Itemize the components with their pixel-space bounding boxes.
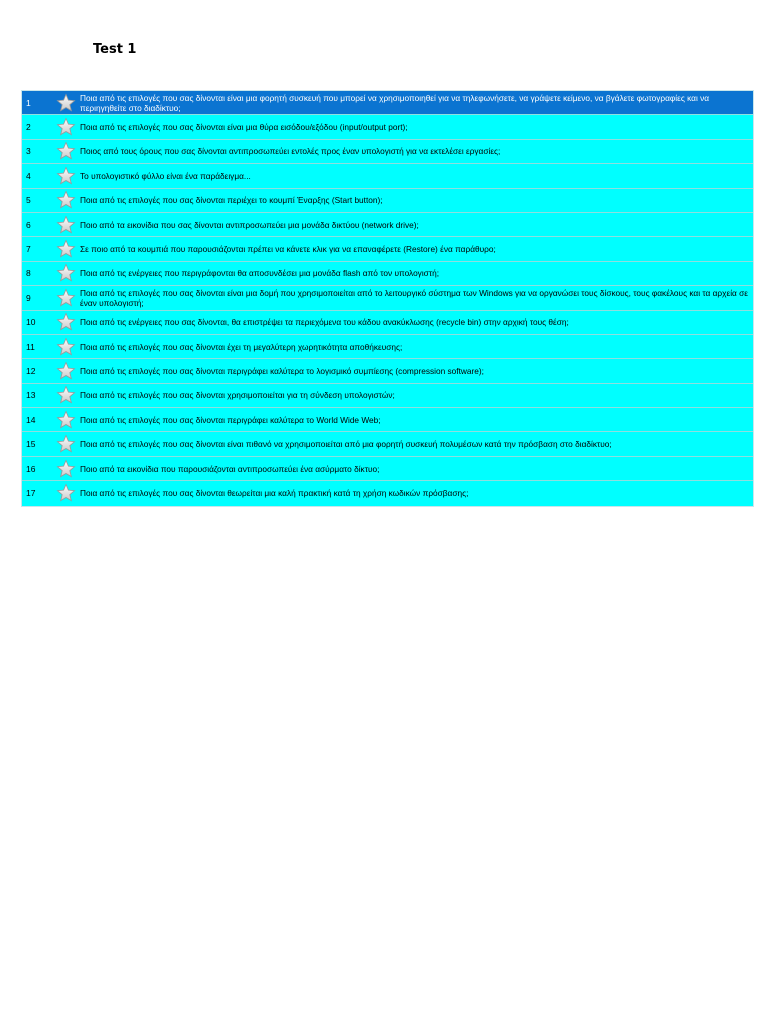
star-icon[interactable]	[55, 262, 77, 284]
question-number: 11	[26, 341, 35, 352]
question-row-2[interactable]	[22, 115, 753, 139]
question-number: 9	[26, 292, 31, 303]
question-number: 7	[26, 244, 31, 255]
star-icon[interactable]	[55, 287, 77, 309]
star-icon[interactable]	[55, 189, 77, 211]
star-icon[interactable]	[55, 238, 77, 260]
question-number: 8	[26, 268, 31, 279]
star-icon[interactable]	[55, 116, 77, 138]
star-icon[interactable]	[55, 482, 77, 504]
question-text: Ποια από τις επιλογές που σας δίνονται έχει τη μεγαλύτερη χωρητικότητα αποθήκευσης;	[80, 341, 403, 352]
question-text: Ποια από τις ενέργειες που περιγράφονται θα αποσυνδέσει μια μονάδα flash από τον υπολογιστή;	[80, 268, 439, 279]
question-number: 5	[26, 195, 31, 206]
question-text: Ποια από τις επιλογές που σας δίνονται περιγράφει καλύτερα το λογισμικό συμπίεσης (compression software);	[80, 365, 484, 376]
question-text: Ποια από τις επιλογές που σας δίνονται είναι πιθανό να χρησιμοποιείται από μια φορητή συσκευή πολυμέσων κατά την πρόσβαση στο διαδίκτυο;	[80, 439, 612, 450]
question-number: 10	[26, 317, 36, 328]
question-row-9[interactable]	[22, 286, 753, 310]
question-text: Το υπολογιστικό φύλλο είναι ένα παράδειγμα...	[80, 170, 251, 181]
question-number: 12	[26, 365, 36, 376]
question-text: Ποια από τις επιλογές που σας δίνονται είναι μια θύρα εισόδου/εξόδου (input/output port);	[80, 122, 408, 133]
question-row-16[interactable]	[22, 457, 753, 481]
question-number: 13	[26, 390, 36, 401]
question-text: Σε ποιο από τα κουμπιά που παρουσιάζονται πρέπει να κάνετε κλικ για να επαναφέρετε (Restore) ένα παράθυρο;	[80, 244, 496, 255]
question-row-8[interactable]	[22, 262, 753, 286]
question-text: Ποιο από τα εικονίδια που σας δίνονται αντιπροσωπεύει μια μονάδα δικτύου (network drive);	[80, 219, 419, 230]
question-row-11[interactable]	[22, 335, 753, 359]
question-text: Ποιος από τους όρους που σας δίνονται αντιπροσωπεύει εντολές προς έναν υπολογιστή για να εκτελέσει εργασίες;	[80, 146, 501, 157]
question-number: 2	[26, 122, 31, 133]
question-number: 6	[26, 219, 31, 230]
question-number: 4	[26, 170, 31, 181]
star-icon[interactable]	[55, 458, 77, 480]
question-row-14[interactable]	[22, 408, 753, 432]
question-row-5[interactable]	[22, 189, 753, 213]
question-text: Ποια από τις επιλογές που σας δίνονται χρησιμοποιείται για τη σύνδεση υπολογιστών;	[80, 390, 395, 401]
star-icon[interactable]	[55, 433, 77, 455]
question-row-10[interactable]	[22, 311, 753, 335]
question-row-17[interactable]	[22, 481, 753, 505]
star-icon[interactable]	[55, 92, 77, 114]
page-title: Test 1	[93, 42, 137, 57]
question-row-12[interactable]	[22, 359, 753, 383]
question-number: 16	[26, 463, 36, 474]
star-icon[interactable]	[55, 311, 77, 333]
question-text: Ποια από τις επιλογές που σας δίνονται περιγράφει καλύτερα το World Wide Web;	[80, 414, 381, 425]
question-text: Ποια από τις ενέργειες που σας δίνονται, θα επιστρέψει τα περιεχόμενα του κάδου ανακύκλωσης (recycle bin) στην αρχική τους θέση;	[80, 317, 569, 328]
question-text: Ποια από τις επιλογές που σας δίνονται είναι μια φορητή συσκευή που μπορεί να χρησιμοποιηθεί για να τηλεφωνήσετε, να γράψετε κείμενο, να βγάλετε φωτογραφίες και να περιηγηθείτε στο διαδίκτυο;	[80, 92, 710, 113]
star-icon[interactable]	[55, 336, 77, 358]
star-icon[interactable]	[55, 409, 77, 431]
question-number: 17	[26, 488, 36, 499]
question-number: 15	[26, 439, 36, 450]
star-icon[interactable]	[55, 140, 77, 162]
question-number: 1	[26, 97, 31, 108]
question-number: 14	[26, 414, 36, 425]
question-list	[21, 90, 754, 507]
question-row-4[interactable]	[22, 164, 753, 188]
question-row-13[interactable]	[22, 384, 753, 408]
star-icon[interactable]	[55, 360, 77, 382]
question-row-1[interactable]	[22, 91, 753, 115]
star-icon[interactable]	[55, 165, 77, 187]
star-icon[interactable]	[55, 384, 77, 406]
star-icon[interactable]	[55, 214, 77, 236]
question-text: Ποιο από τα εικονίδια που παρουσιάζονται αντιπροσωπεύει ένα ασύρματο δίκτυο;	[80, 463, 380, 474]
question-text: Ποια από τις επιλογές που σας δίνονται περιέχει το κουμπί Έναρξης (Start button);	[80, 195, 383, 206]
question-row-7[interactable]	[22, 237, 753, 261]
question-row-3[interactable]	[22, 140, 753, 164]
question-row-6[interactable]	[22, 213, 753, 237]
question-text: Ποια από τις επιλογές που σας δίνονται είναι μια δομή που χρησιμοποιείται από το λειτουργικό σύστημα των Windows για να οργανώσει τους δίσκους, τους φακέλους και τα αρχεία σε έναν υπολογιστή;	[80, 287, 748, 308]
question-text: Ποια από τις επιλογές που σας δίνονται θεωρείται μια καλή πρακτική κατά τη χρήση κωδικών πρόσβασης;	[80, 488, 469, 499]
question-row-15[interactable]	[22, 432, 753, 456]
question-number: 3	[26, 146, 31, 157]
